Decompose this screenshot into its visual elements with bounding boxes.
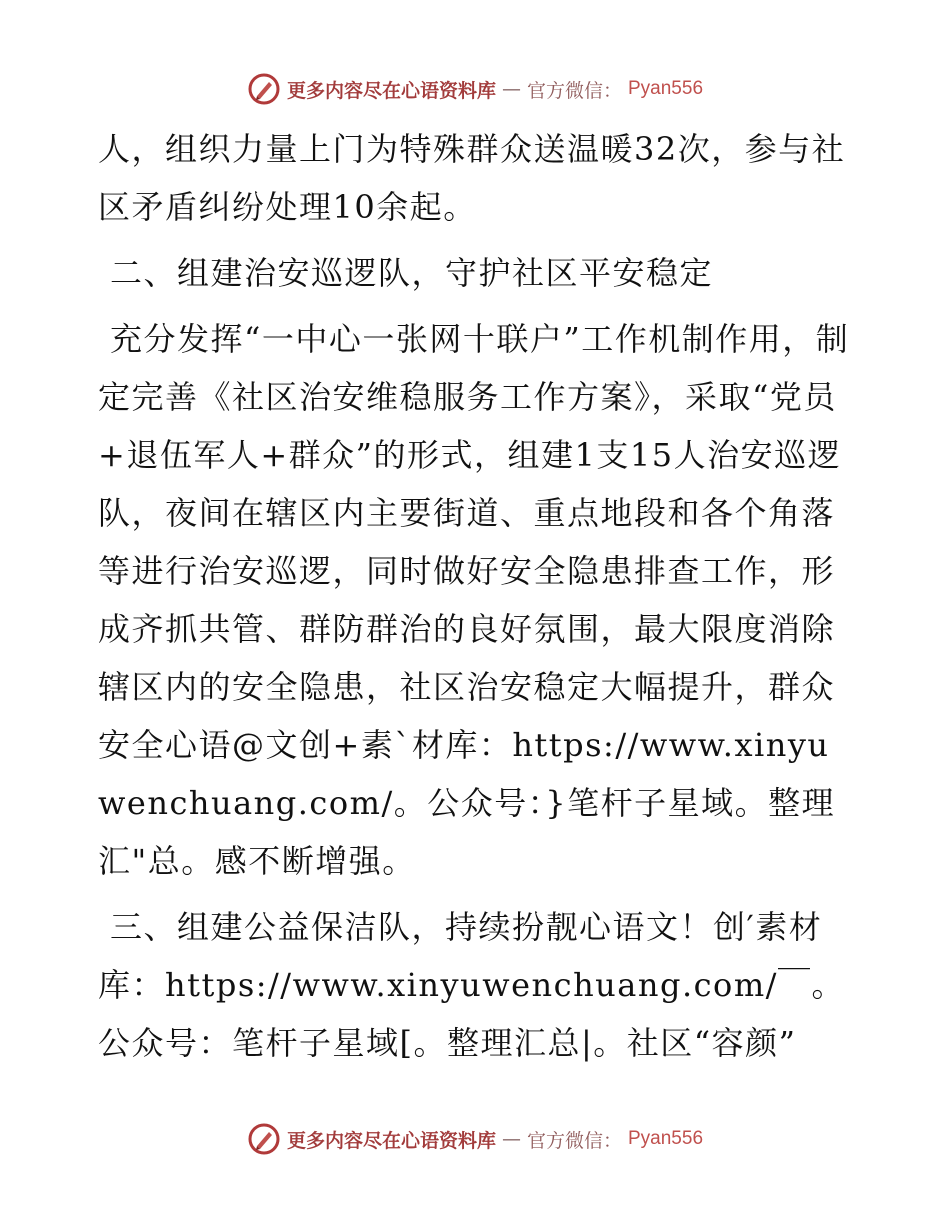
watermark-main-text: 更多内容尽在心语资料库 bbox=[286, 79, 496, 102]
header-watermark bbox=[0, 72, 950, 106]
pen-circle-logo-icon bbox=[247, 1122, 281, 1156]
document-body bbox=[98, 120, 858, 1072]
watermark-sub-text: 官方微信： bbox=[526, 1129, 622, 1152]
paragraph-continuation: 人，组织力量上门为特殊群众送温暖32次，参与社区矛盾纠纷处理10余起。 bbox=[98, 130, 846, 226]
paragraph-patrol: 充分发挥“一中心一张网十联户”工作机制作用，制定完善《社区治安维稳服务工作方案》，采取“党员+退伍军人+群众”的形式，组建1支15人治安巡逻队，夜间在辖区内主要街道、重点地段和各个角落等进行治安巡逻，同时做好安全隐患排查工作，形成齐抓共管、群防群治的良好氛围，最大限度消除辖区内的安全隐患，社区治安稳定大幅提升，群众安全心语@文创+素`材库：https://www.xinyuwenchuang.com/。公众号：}笔杆子星域。整理汇"总。感不断增强。 bbox=[98, 320, 850, 880]
pen-circle-logo-icon bbox=[247, 72, 281, 106]
watermark-wechat-id: Pyan556 bbox=[628, 1128, 704, 1149]
section-heading-3: 三、组建公益保洁队，持续扮靓心语文！创′素材库：https://www.xinyuwenchuang.com/￣。公众号：笔杆子星域[。整理汇总|。社区“容颜” bbox=[98, 908, 845, 1062]
watermark-separator: — bbox=[501, 1128, 521, 1150]
watermark-separator: — bbox=[501, 78, 521, 100]
watermark-sub-text: 官方微信： bbox=[526, 79, 622, 102]
watermark-wechat-id: Pyan556 bbox=[628, 78, 704, 99]
footer-watermark bbox=[0, 1122, 950, 1156]
watermark-main-text: 更多内容尽在心语资料库 bbox=[286, 1129, 496, 1152]
section-heading-2: 二、组建治安巡逻队，守护社区平安稳定 bbox=[110, 254, 714, 292]
